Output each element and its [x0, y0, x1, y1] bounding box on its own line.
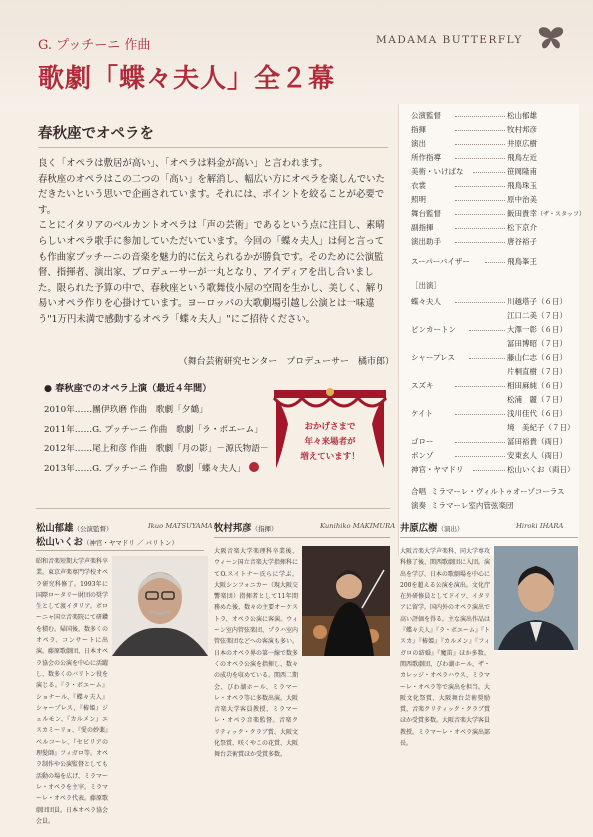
profile-romaji: Hiroki IHARA: [516, 522, 564, 530]
butterfly-icon: [538, 26, 564, 50]
caption-line: 増えています！: [300, 452, 360, 462]
history-heading: ● 春秋座でのオペラ上演（最近４年間）: [44, 383, 212, 394]
profile-bio: 昭和音楽短期大学声楽科卒業。東京声楽専門学校オペラ研究科修了。1993年に国際ロータリー財団の奨学生として渡イタリア。ボローニャ国立音楽院にて研鑽を積む。帰国後、数多くのオペラ、コンサートに出演。藤原歌劇団、日本オペラ協会の公演を中心に活躍し、数多くのバリトン役を演じる。『ラ・ボエーム』ショナール、『蝶々夫人』シャープレス、『椿姫』ジェルモン、『カルメン』エスカミーリョ、『愛の妙薬』ベルコーレ、『セビリアの理髪師』フィガロ等。オペラ制作や公演監督としても活動の場を広げ、ミラマーレ・オペラを主宰。ミラマーレ・オペラ代表。藤原歌劇団団員。日本オペラ協会会員。: [36, 558, 109, 825]
profile-photo-makimura: [302, 546, 390, 656]
cast-label: ［出演］: [411, 281, 441, 290]
profile-name: 松山郁雄（公演監督）: [36, 523, 113, 534]
flower-icon: [249, 462, 259, 472]
profile-bio: 大阪音楽大学声楽科、同大学専攻科修了後、関西歌劇団に入団。演出を学び、日本の歌劇場を中心に200を超える公演を演出。文化庁在外研修員としてドイツ、イタリアに留学。国内外のオペラ演出で高い評価を得る。主な演出作品は『蝶々夫人』『ラ・ボエーム』『トスカ』『椿姫』『カルメン』『フィガロの結婚』『魔笛』ほか多数。関西歌劇団、びわ湖ホール、ザ・カレッジ・オペラハウス、ミラマーレ・オペラ等で演出を担当。大阪文化祭賞、大阪舞台芸術奨励賞、音楽クリティック・クラブ賞ほか受賞多数。大阪音楽大学客員教授。ミラマーレ・オペラ演出部長。: [400, 548, 491, 748]
profile-rule: [400, 537, 578, 538]
profile-rule: [214, 537, 390, 538]
profile-romaji: Kunihiko MAKIMURA: [320, 522, 396, 530]
intro-paragraph: 春秋座のオペラはこの二つの「高い」を解消し、幅広い方にオペラを楽しんでいただきたいという思いで企画されています。それには、ポイントを絞ることが必要です。: [38, 173, 385, 216]
intro-paragraph: 良く「オペラは敷居が高い」、「オペラは料金が高い」と言われます。: [38, 158, 328, 169]
history-item: 2011年……G. プッチーニ 作曲 歌劇「ラ・ボエーム」: [44, 424, 263, 435]
profile-name: 井原広樹（演出）: [400, 523, 464, 534]
history-item: 2012年……尾上和彦 作曲 歌劇「月の影」－源氏物語－: [44, 444, 269, 454]
section-divider: [36, 508, 390, 509]
intro-body: [38, 156, 390, 328]
profile-name-2: 松山いくお（神官・ヤマドリ ／ バリトン）: [36, 537, 179, 548]
history-item: 2013年……G. プッチーニ 作曲 歌劇「蝶々夫人」: [44, 460, 269, 480]
curtain-caption: [282, 420, 378, 465]
profile-bio: 大阪音楽大学楽理科卒業後、ウィーン国立音楽大学指揮科にてO.スイトナー氏らに学ぶ。大阪シンフォニカー（現大阪交響楽団）指揮者として11年間務めた後、数々の主要オーケストラ、オペラ公演に客演。ウィーン室内管弦楽団、プラハ室内管弦楽団などへの客演も多い。日本のオペラ界の第一線で数多くのオペラ公演を指揮し、数々の成功を収めている。関西二期会、びわ湖ホール、ミラマーレ・オペラ等に多数出演。大阪音楽大学客員教授、ミラマーレ・オペラ音楽監督。音楽クリティック・クラブ賞、大阪文化祭賞、咲くやこの花賞、大阪舞台芸術賞ほか受賞多数。: [214, 548, 299, 759]
intro-heading: 春秋座でオペラを: [38, 125, 154, 142]
caption-line: 年々来場者が: [304, 437, 356, 447]
caption-line: おかげさまで: [304, 422, 356, 432]
profile-name: 牧村邦彦（指揮）: [214, 523, 278, 534]
intro-paragraph: ことにイタリアのベルカントオペラは「声の芸術」であるという点に注目し、素晴らしいオペラ歌手に参加していただいています。今回の「蝶々夫人」は何と言っても作曲家プッチーニの音楽を魅力的に伝えられるかが勝負です。そのために公演監督、指揮者、演出家、プロデューサーが一丸となり、アイディアを出し合いました。限られた予算の中で、春秋座という歌舞伎小屋の空間を生かし、美しく、解り易いオペラ作りを心掛けています。ヨーロッパの大歌劇場引越し公演とは一味違う"1万円未満で感動するオペラ「蝶々夫人」"にご招待ください。: [38, 220, 385, 325]
intro-signature: （舞台芸術研究センター プロデューサー 橘市郎）: [178, 357, 394, 367]
profile-photo-ihara: [494, 546, 578, 650]
history-list: [44, 401, 269, 479]
header-band: [0, 0, 593, 112]
composer-credit: G. プッチーニ 作曲: [38, 38, 151, 53]
profile-rule: [36, 550, 204, 551]
profile-photo-matsuyama: [112, 556, 208, 656]
profile-romaji: Ikuo MATSUYAMA: [148, 522, 213, 530]
credits-panel: 公演監督 松山郁雄 指揮 牧村邦彦 演出 井原広樹 所作指導 飛鳥左近 美術・いけばな 笹岡隆甫 衣裳 飛鳥珠玉 照明 原中治美 舞台監督 飯田貴幸（ザ・スタッフ） 副指揮 松下京介 演出助手 唐谷裕子 スーパーバイザー 飛鳥峯王 ［出演］ 蝶々夫人 川越塔子（６日） 江口二美（７日） ピンカートン 大澤一彰（６日） 冨田博昭（７日） シャープレス 藤山仁志（６日） 片桐直樹（７日） スズキ 相田麻純（６日） 松浦 麗（７日） ケイト 浅川佳代（６日） 境 美紀子（７日） ゴロー 冨田裕貴（両日） ボンゾ 安東玄人（両日） 神官・ヤマドリ 松山いくお（両日） 合唱 ミラマーレ・ヴィルトゥオーゾコーラス 演奏 ミラマーレ室内管弦楽団: [398, 104, 579, 556]
history-item: 2010年……團伊玖磨 作曲 歌劇「夕鶴」: [44, 405, 208, 415]
opera-title: 歌劇「蝶々夫人」全２幕: [38, 64, 336, 94]
brand-title: MADAMA BUTTERFLY: [376, 34, 523, 46]
intro-rule: [38, 147, 388, 148]
